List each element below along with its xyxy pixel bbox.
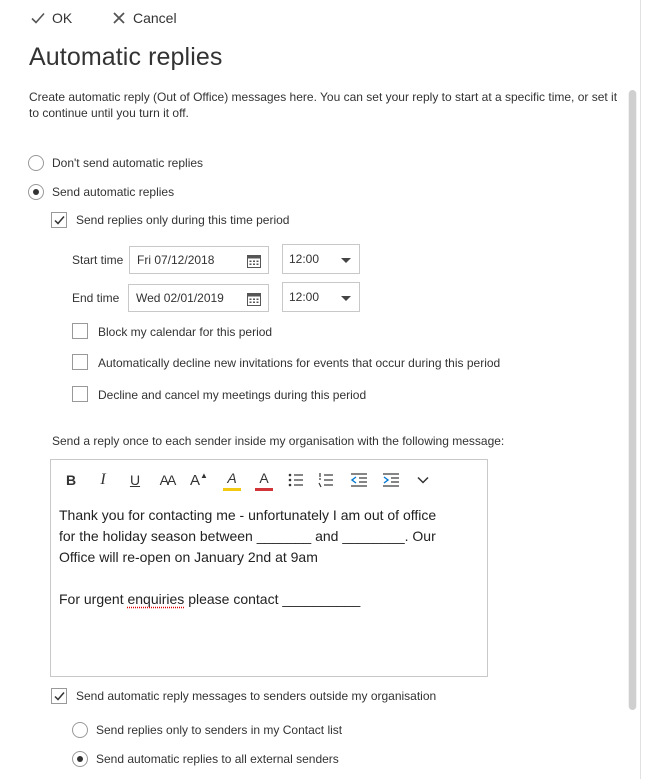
highlight-label: A [227,470,237,486]
decline-invitations-label: Automatically decline new invitations for events that occur during this period [98,356,501,370]
send-replies-label: Send automatic replies [52,185,175,199]
dont-send-radio[interactable] [28,155,44,171]
start-date-input[interactable] [129,246,269,274]
grow-font-button[interactable] [189,468,209,492]
inside-message-editor[interactable] [50,459,488,677]
dont-send-label: Don't send automatic replies [52,156,204,170]
more-formatting-button[interactable] [415,468,431,492]
superscript-arrow-icon: ▲ [200,470,208,480]
calendar-icon[interactable] [247,254,261,268]
only-during-period-label: Send replies only during this time period [76,213,290,227]
message-body[interactable] [59,505,479,610]
contacts-only-radio[interactable] [72,722,88,738]
checkmark-icon [53,214,66,227]
cancel-button[interactable] [111,8,177,28]
block-calendar-label: Block my calendar for this period [98,325,273,339]
end-time-label: End time [72,291,120,305]
bold-button[interactable]: B [65,472,77,488]
block-calendar-checkbox[interactable] [72,323,88,339]
ok-label: OK [52,10,73,26]
end-date-value: Wed 02/01/2019 [136,291,224,305]
increase-indent-icon [382,472,400,488]
highlight-button[interactable] [221,468,243,492]
inside-message-prompt: Send a reply once to each sender inside my organisation with the following message: [52,434,505,448]
calendar-icon[interactable] [247,292,261,306]
chevron-down-icon [416,473,430,487]
cancel-label: Cancel [133,10,177,26]
end-time-select[interactable] [282,282,360,312]
underline-button[interactable]: U [129,472,141,488]
cancel-meetings-checkbox[interactable] [72,386,88,402]
increase-indent-button[interactable] [381,468,401,492]
grow-font-label: A [190,471,201,489]
end-time-value: 12:00 [289,290,320,304]
message-text: For urgent [59,591,128,607]
ok-button[interactable] [30,8,72,28]
font-color-label: A [259,470,269,486]
contacts-only-label: Send replies only to senders in my Contact list [96,723,343,737]
misspelled-word[interactable]: enquiries [127,591,185,607]
italic-button[interactable]: I [100,471,106,488]
page-title: Automatic replies [29,43,223,71]
send-replies-radio[interactable] [28,184,44,200]
chevron-down-icon [341,296,351,301]
format-toolbar [51,468,487,492]
checkmark-icon [53,690,66,703]
checkmark-icon [30,10,46,26]
vertical-scrollbar[interactable] [628,90,637,710]
background-pane [641,0,670,779]
page-description: Create automatic reply (Out of Office) messages here. You can set your reply to start at a specific time, or set it to continue until you turn it off. [29,90,618,120]
send-outside-label: Send automatic reply messages to senders outside my organisation [76,689,437,703]
message-blank-line [59,568,479,589]
scrollbar-thumb[interactable] [629,90,636,710]
numbered-list-icon [318,472,334,488]
start-time-select[interactable] [282,244,360,274]
bulleted-list-button[interactable] [287,468,305,492]
message-line: Thank you for contacting me - unfortunately I am out of office [59,507,437,523]
all-external-radio[interactable] [72,751,88,767]
message-line [59,589,479,610]
numbered-list-button[interactable] [317,468,335,492]
message-text: please contact __________ [184,591,361,607]
bulleted-list-icon [288,472,304,488]
font-color-bar [255,488,273,491]
only-during-period-checkbox[interactable] [51,212,67,228]
chevron-down-icon [341,258,351,263]
close-icon [111,10,127,26]
highlight-color-bar [223,488,241,491]
message-line: Office will re-open on January 2nd at 9am [59,549,318,565]
end-date-input[interactable] [128,284,269,312]
font-color-button[interactable] [253,468,275,492]
start-time-label: Start time [72,253,124,267]
all-external-label: Send automatic replies to all external senders [96,752,339,766]
message-line: for the holiday season between _______ and ________. Our [59,528,436,544]
decrease-indent-button[interactable] [349,468,369,492]
decrease-indent-icon [350,472,368,488]
send-outside-checkbox[interactable] [51,688,67,704]
font-size-button[interactable]: AA [159,472,175,488]
cancel-meetings-label: Decline and cancel my meetings during this period [98,388,367,402]
start-date-value: Fri 07/12/2018 [137,253,215,267]
start-time-value: 12:00 [289,252,320,266]
decline-invitations-checkbox[interactable] [72,354,88,370]
